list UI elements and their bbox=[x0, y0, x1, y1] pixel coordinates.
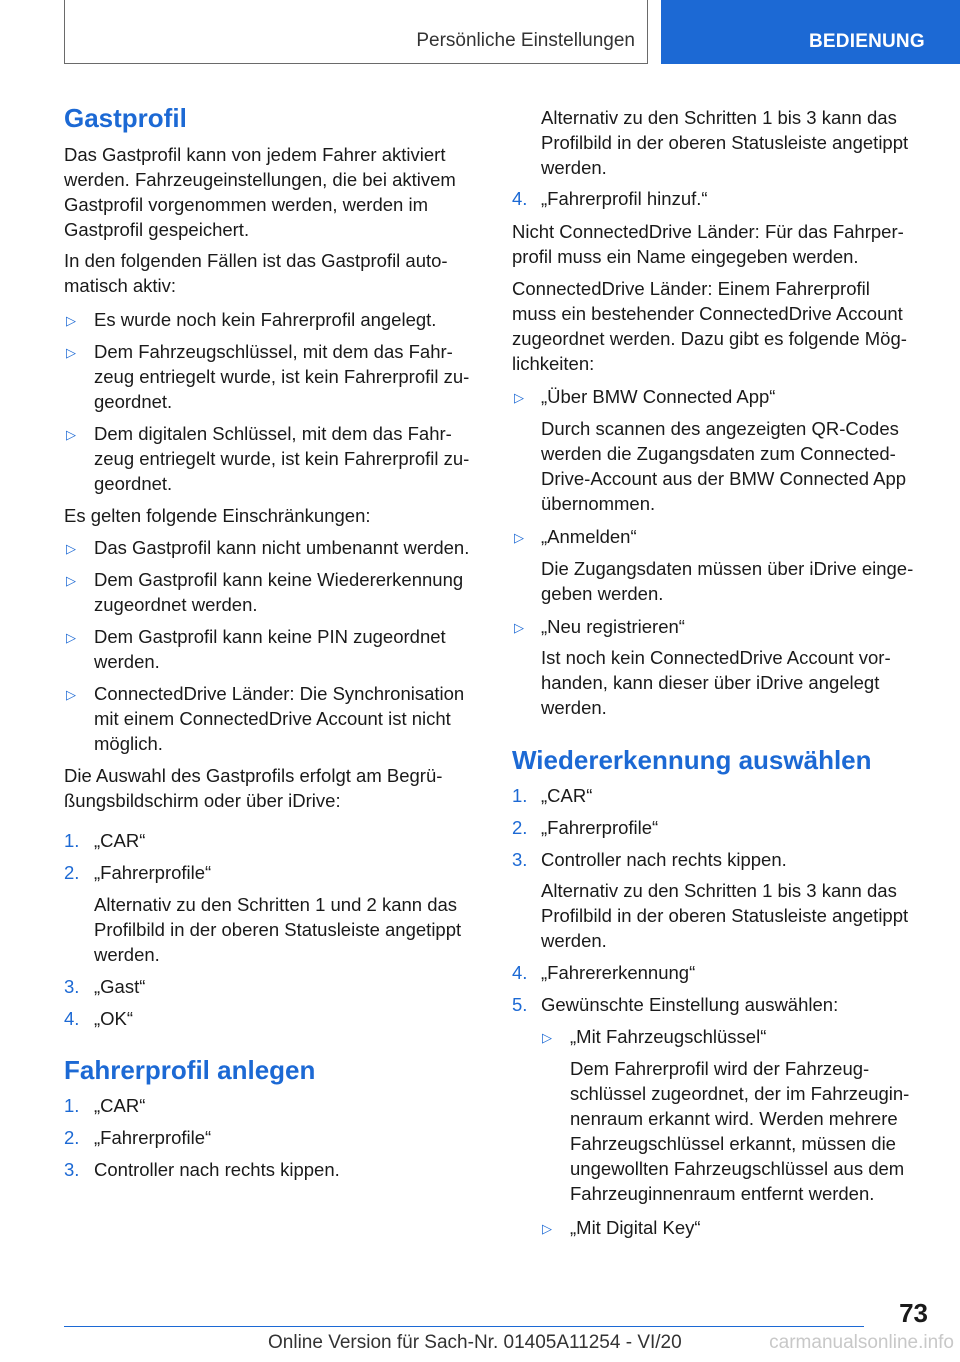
list-item-restriction bbox=[94, 624, 446, 674]
step-text: Gewünschte Einstellung auswählen: bbox=[541, 994, 839, 1015]
text-line: matisch aktiv: bbox=[64, 275, 177, 296]
text-line: übernommen. bbox=[541, 493, 656, 514]
footer-divider bbox=[64, 1326, 864, 1327]
text-line: werden. bbox=[94, 944, 160, 965]
footer-version: Online Version für Sach-Nr. 01405A11254 - VI/20 bbox=[268, 1332, 682, 1353]
text-line: Alternativ zu den Schritten 1 und 2 kann das bbox=[94, 894, 458, 915]
text-line: nenraum erkannt wird. Werden mehrere bbox=[570, 1108, 898, 1129]
page-number: 73 bbox=[899, 1298, 928, 1328]
header-chapter-tab bbox=[661, 0, 960, 64]
text-line: Profilbild in der oberen Statusleiste angetippt bbox=[541, 132, 909, 153]
step-number: 1. bbox=[512, 785, 528, 806]
step-text: Controller nach rechts kippen. bbox=[541, 849, 787, 870]
paragraph-connecteddrive bbox=[512, 276, 907, 376]
triangle-bullet-icon: ▷ bbox=[66, 427, 76, 442]
text-line: In den folgenden Fällen ist das Gastprofil auto‐ bbox=[64, 250, 448, 271]
text-line: Gastprofil vorgenommen werden, werden im bbox=[64, 194, 428, 215]
step-number: 3. bbox=[64, 976, 80, 997]
step-text: „Fahrererkennung“ bbox=[541, 962, 696, 983]
text-line: lichkeiten: bbox=[512, 353, 595, 374]
heading-wiedererkennung: Wiedererkennung auswählen bbox=[512, 745, 872, 775]
text-line: profil muss ein Name eingegeben werden. bbox=[512, 246, 859, 267]
text-line: Durch scannen des angezeigten QR-Codes bbox=[541, 418, 899, 439]
step-number: 4. bbox=[512, 962, 528, 983]
paragraph-selection bbox=[64, 763, 442, 813]
text-line: ConnectedDrive Länder: Einem Fahrerprofil bbox=[512, 278, 870, 299]
text-line: Fahrzeuginnenraum entfernt werden. bbox=[570, 1183, 875, 1204]
list-item-active-case bbox=[94, 307, 436, 332]
text-line: Gastprofil gespeichert. bbox=[64, 219, 250, 240]
triangle-bullet-icon: ▷ bbox=[66, 345, 76, 360]
option-description bbox=[570, 1056, 909, 1206]
step-text: „Gast“ bbox=[94, 976, 146, 997]
paragraph-auto-active bbox=[64, 248, 448, 298]
text-line: werden. Fahrzeugeinstellungen, die bei aktivem bbox=[64, 169, 456, 190]
step-text: „CAR“ bbox=[541, 785, 593, 806]
text-line: zugeordnet werden. bbox=[94, 594, 258, 615]
text-line: Dem Gastprofil kann keine Wiedererkennung bbox=[94, 569, 464, 590]
step-text: „Fahrerprofile“ bbox=[94, 862, 212, 883]
text-line: Es wurde noch kein Fahrerprofil angelegt. bbox=[94, 309, 437, 330]
paragraph-guest-intro bbox=[64, 142, 456, 242]
option-description bbox=[541, 416, 906, 516]
step-note bbox=[94, 892, 461, 967]
text-line: muss ein bestehender ConnectedDrive Account bbox=[512, 303, 903, 324]
text-line: ßungsbildschirm oder über iDrive: bbox=[64, 790, 341, 811]
text-line: Alternativ zu den Schritten 1 bis 3 kann das bbox=[541, 107, 897, 128]
step-text: „Fahrerprofil hinzuf.“ bbox=[541, 188, 708, 209]
text-line: Die Auswahl des Gastprofils erfolgt am Begrü‐ bbox=[64, 765, 443, 786]
step-text: Controller nach rechts kippen. bbox=[94, 1159, 340, 1180]
triangle-bullet-icon: ▷ bbox=[514, 390, 524, 405]
triangle-bullet-icon: ▷ bbox=[66, 630, 76, 645]
step-number: 1. bbox=[64, 830, 80, 851]
text-line: Fahrzeugschlüssel erkannt, müssen die bbox=[570, 1133, 896, 1154]
text-line: werden. bbox=[541, 697, 607, 718]
step-note bbox=[541, 105, 908, 180]
step-number: 3. bbox=[64, 1159, 80, 1180]
text-line: möglich. bbox=[94, 733, 163, 754]
text-line: Ist noch kein ConnectedDrive Account vor‐ bbox=[541, 647, 891, 668]
option-label: „Mit Fahrzeugschlüssel“ bbox=[570, 1026, 767, 1047]
text-line: werden die Zugangsdaten zum Connected‐ bbox=[541, 443, 896, 464]
option-label: „Anmelden“ bbox=[541, 526, 637, 547]
step-number: 3. bbox=[512, 849, 528, 870]
triangle-bullet-icon: ▷ bbox=[66, 313, 76, 328]
text-line: Das Gastprofil kann von jedem Fahrer aktiviert bbox=[64, 144, 446, 165]
triangle-bullet-icon: ▷ bbox=[514, 620, 524, 635]
paragraph-non-connecteddrive bbox=[512, 219, 904, 269]
text-line: mit einem ConnectedDrive Account ist nicht bbox=[94, 708, 451, 729]
text-line: werden. bbox=[541, 930, 607, 951]
text-line: Alternativ zu den Schritten 1 bis 3 kann das bbox=[541, 880, 897, 901]
step-number: 4. bbox=[512, 188, 528, 209]
header-section-box bbox=[64, 0, 648, 64]
option-label: „Mit Digital Key“ bbox=[570, 1217, 701, 1238]
text-line: Die Zugangsdaten müssen über iDrive einge‐ bbox=[541, 558, 914, 579]
triangle-bullet-icon: ▷ bbox=[66, 541, 76, 556]
text-line: zeug entriegelt wurde, ist kein Fahrerprofil zu‐ bbox=[94, 448, 470, 469]
triangle-bullet-icon: ▷ bbox=[542, 1221, 552, 1236]
text-line: Dem Fahrzeugschlüssel, mit dem das Fahr‐ bbox=[94, 341, 453, 362]
step-number: 2. bbox=[64, 1127, 80, 1148]
heading-gastprofil: Gastprofil bbox=[64, 103, 187, 133]
step-text: „Fahrerprofile“ bbox=[541, 817, 659, 838]
list-item-restriction bbox=[94, 681, 464, 756]
step-text: „CAR“ bbox=[94, 830, 146, 851]
paragraph-restrictions bbox=[64, 503, 371, 528]
text-line: geordnet. bbox=[94, 473, 173, 494]
triangle-bullet-icon: ▷ bbox=[66, 573, 76, 588]
triangle-bullet-icon: ▷ bbox=[66, 687, 76, 702]
step-number: 4. bbox=[64, 1008, 80, 1029]
text-line: Dem Gastprofil kann keine PIN zugeordnet bbox=[94, 626, 446, 647]
text-line: werden. bbox=[541, 157, 607, 178]
heading-fahrerprofil-anlegen: Fahrerprofil anlegen bbox=[64, 1055, 316, 1085]
text-line: Dem digitalen Schlüssel, mit dem das Fahr‐ bbox=[94, 423, 452, 444]
step-text: „CAR“ bbox=[94, 1095, 146, 1116]
option-description bbox=[541, 645, 891, 720]
text-line: Es gelten folgende Einschränkungen: bbox=[64, 505, 371, 526]
step-text: „Fahrerprofile“ bbox=[94, 1127, 212, 1148]
header-section-title: Persönliche Einstellungen bbox=[416, 30, 635, 51]
text-line: Nicht ConnectedDrive Länder: Für das Fahrper‐ bbox=[512, 221, 904, 242]
triangle-bullet-icon: ▷ bbox=[542, 1030, 552, 1045]
step-number: 2. bbox=[512, 817, 528, 838]
text-line: Profilbild in der oberen Statusleiste angetippt bbox=[94, 919, 462, 940]
text-line: schlüssel zugeordnet, der im Fahrzeugin‐ bbox=[570, 1083, 910, 1104]
text-line: handen, kann dieser über iDrive angelegt bbox=[541, 672, 880, 693]
text-line: Das Gastprofil kann nicht umbenannt werden. bbox=[94, 537, 470, 558]
step-number: 1. bbox=[64, 1095, 80, 1116]
watermark-text: carmanualsonline.info bbox=[769, 1332, 954, 1353]
step-number: 5. bbox=[512, 994, 528, 1015]
list-item-active-case bbox=[94, 339, 469, 414]
option-label: „Über BMW Connected App“ bbox=[541, 386, 776, 407]
step-number: 2. bbox=[64, 862, 80, 883]
step-note bbox=[541, 878, 908, 953]
text-line: zugeordnet werden. Dazu gibt es folgende Mög‐ bbox=[512, 328, 907, 349]
text-line: werden. bbox=[94, 651, 160, 672]
header-chapter-title: BEDIENUNG bbox=[809, 31, 925, 52]
text-line: Profilbild in der oberen Statusleiste angetippt bbox=[541, 905, 909, 926]
step-text: „OK“ bbox=[94, 1008, 134, 1029]
option-label: „Neu registrieren“ bbox=[541, 616, 685, 637]
list-item-restriction bbox=[94, 535, 494, 560]
text-line: Drive-Account aus der BMW Connected App bbox=[541, 468, 907, 489]
text-line: ConnectedDrive Länder: Die Synchronisation bbox=[94, 683, 465, 704]
text-line: geordnet. bbox=[94, 391, 173, 412]
text-line: ungewollten Fahrzeugschlüssel aus dem bbox=[570, 1158, 905, 1179]
list-item-active-case bbox=[94, 421, 469, 496]
text-line: Dem Fahrerprofil wird der Fahrzeug‐ bbox=[570, 1058, 870, 1079]
option-description bbox=[541, 556, 913, 606]
text-line: zeug entriegelt wurde, ist kein Fahrerprofil zu‐ bbox=[94, 366, 470, 387]
triangle-bullet-icon: ▷ bbox=[514, 530, 524, 545]
list-item-restriction bbox=[94, 567, 463, 617]
text-line: geben werden. bbox=[541, 583, 664, 604]
